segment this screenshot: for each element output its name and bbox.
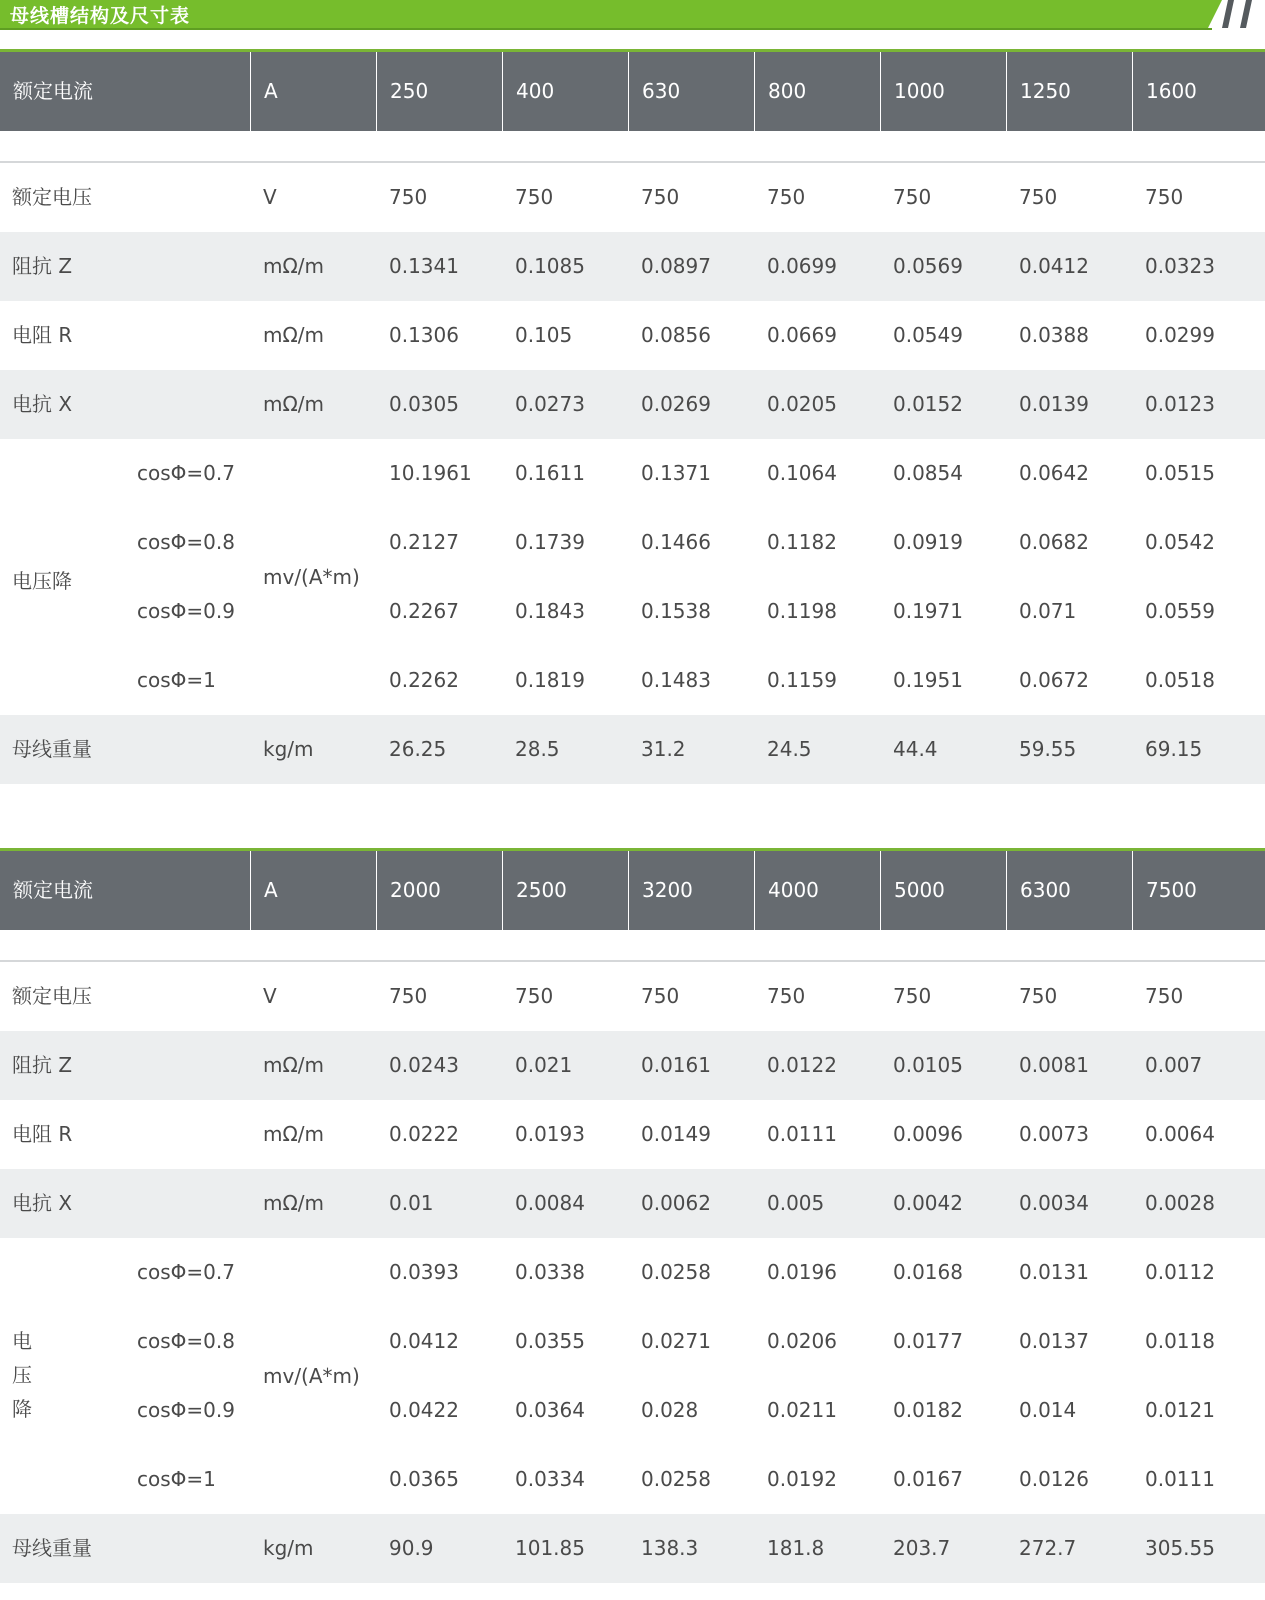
value-cell: 0.1483	[641, 668, 711, 692]
header-cell: 额定电流	[13, 79, 93, 103]
value-cell: 750	[767, 984, 806, 1008]
value-cell: 0.0569	[893, 254, 963, 278]
header-cell: 3200	[628, 851, 754, 930]
value-cell: 0.0549	[893, 323, 963, 347]
value-cell: 0.0542	[1145, 530, 1215, 554]
row-label: 电阻 R	[12, 1122, 73, 1146]
table-row	[0, 163, 1265, 232]
value-cell: 0.0062	[641, 1191, 711, 1215]
value-cell: 0.0919	[893, 530, 963, 554]
value-cell: 0.0355	[515, 1329, 585, 1353]
slash-decoration	[1240, 0, 1252, 28]
header-cell: 7500	[1132, 851, 1265, 930]
value-cell: 59.55	[1019, 737, 1077, 761]
row-label: 额定电压	[12, 984, 92, 1008]
value-cell: 0.0856	[641, 323, 711, 347]
value-cell: 0.0334	[515, 1467, 585, 1491]
voltage-drop-subrow	[0, 646, 1265, 715]
voltage-drop-unit: mv/(A*m)	[263, 1364, 360, 1388]
value-cell: 0.0118	[1145, 1329, 1215, 1353]
value-cell: 0.0168	[893, 1260, 963, 1284]
value-cell: 750	[641, 984, 680, 1008]
value-cell: 750	[515, 185, 554, 209]
value-cell: 0.0121	[1145, 1398, 1215, 1422]
value-cell: 0.105	[515, 323, 573, 347]
row-unit: kg/m	[263, 737, 314, 761]
spec-table	[0, 49, 1265, 800]
value-cell: 0.0518	[1145, 668, 1215, 692]
cos-phi-label: cosΦ=0.7	[137, 1260, 235, 1284]
value-cell: 0.0139	[1019, 392, 1089, 416]
header-cell: 1250	[1006, 52, 1132, 131]
value-cell: 0.0211	[767, 1398, 837, 1422]
row-unit: kg/m	[263, 1536, 314, 1560]
voltage-drop-label: 电压降	[12, 569, 72, 593]
value-cell: 0.0111	[1145, 1467, 1215, 1491]
value-cell: 0.1198	[767, 599, 837, 623]
table-row	[0, 962, 1265, 1031]
cos-phi-label: cosΦ=1	[137, 668, 216, 692]
slash-decoration	[1222, 0, 1234, 28]
value-cell: 0.028	[641, 1398, 699, 1422]
value-cell: 305.55	[1145, 1536, 1215, 1560]
value-cell: 0.0126	[1019, 1467, 1089, 1491]
header-cell: 5000	[880, 851, 1006, 930]
header-cell: 额定电流	[13, 878, 93, 902]
value-cell: 0.0271	[641, 1329, 711, 1353]
table-header	[0, 49, 1265, 131]
value-cell: 0.0096	[893, 1122, 963, 1146]
value-cell: 90.9	[389, 1536, 434, 1560]
spec-table	[0, 848, 1265, 1599]
cos-phi-label: cosΦ=0.9	[137, 599, 235, 623]
header-cell: 250	[376, 52, 502, 131]
value-cell: 101.85	[515, 1536, 585, 1560]
value-cell: 0.2262	[389, 668, 459, 692]
value-cell: 0.0699	[767, 254, 837, 278]
cos-phi-label: cosΦ=0.9	[137, 1398, 235, 1422]
value-cell: 0.0206	[767, 1329, 837, 1353]
value-cell: 0.0177	[893, 1329, 963, 1353]
value-cell: 0.0258	[641, 1260, 711, 1284]
value-cell: 750	[1145, 984, 1184, 1008]
value-cell: 750	[641, 185, 680, 209]
value-cell: 0.0205	[767, 392, 837, 416]
value-cell: 0.0137	[1019, 1329, 1089, 1353]
value-cell: 0.071	[1019, 599, 1077, 623]
table-header	[0, 848, 1265, 930]
voltage-drop-unit: mv/(A*m)	[263, 565, 360, 589]
row-label: 阻抗 Z	[12, 1053, 73, 1077]
value-cell: 31.2	[641, 737, 686, 761]
value-cell: 0.0854	[893, 461, 963, 485]
row-unit: mΩ/m	[263, 323, 324, 347]
voltage-drop-subrow	[0, 1307, 1265, 1376]
value-cell: 0.0515	[1145, 461, 1215, 485]
value-cell: 28.5	[515, 737, 560, 761]
value-cell: 0.0323	[1145, 254, 1215, 278]
title-bar	[0, 0, 1265, 30]
header-cell: 1600	[1132, 52, 1265, 131]
value-cell: 0.0338	[515, 1260, 585, 1284]
table-row	[0, 232, 1265, 301]
row-unit: mΩ/m	[263, 1191, 324, 1215]
header-cell: A	[250, 851, 376, 930]
value-cell: 0.1159	[767, 668, 837, 692]
value-cell: 272.7	[1019, 1536, 1077, 1560]
value-cell: 0.0064	[1145, 1122, 1215, 1146]
header-cell: 400	[502, 52, 628, 131]
value-cell: 0.0364	[515, 1398, 585, 1422]
value-cell: 0.2267	[389, 599, 459, 623]
value-cell: 750	[515, 984, 554, 1008]
value-cell: 0.0182	[893, 1398, 963, 1422]
value-cell: 24.5	[767, 737, 812, 761]
value-cell: 44.4	[893, 737, 938, 761]
voltage-drop-group	[0, 439, 1265, 715]
value-cell: 0.0305	[389, 392, 459, 416]
value-cell: 0.1306	[389, 323, 459, 347]
value-cell: 0.2127	[389, 530, 459, 554]
value-cell: 0.1085	[515, 254, 585, 278]
voltage-drop-subrow	[0, 439, 1265, 508]
value-cell: 750	[1019, 185, 1058, 209]
value-cell: 0.1739	[515, 530, 585, 554]
value-cell: 0.0111	[767, 1122, 837, 1146]
value-cell: 0.0642	[1019, 461, 1089, 485]
value-cell: 0.0243	[389, 1053, 459, 1077]
value-cell: 0.1611	[515, 461, 585, 485]
page-title: 母线槽结构及尺寸表	[10, 5, 191, 27]
table-row	[0, 1031, 1265, 1100]
value-cell: 0.0122	[767, 1053, 837, 1077]
value-cell: 0.0028	[1145, 1191, 1215, 1215]
value-cell: 26.25	[389, 737, 447, 761]
value-cell: 0.0299	[1145, 323, 1215, 347]
value-cell: 0.0131	[1019, 1260, 1089, 1284]
value-cell: 0.0152	[893, 392, 963, 416]
header-cell: 2500	[502, 851, 628, 930]
value-cell: 0.0123	[1145, 392, 1215, 416]
row-unit: mΩ/m	[263, 1122, 324, 1146]
value-cell: 750	[893, 984, 932, 1008]
value-cell: 0.021	[515, 1053, 573, 1077]
row-label: 电抗 X	[12, 392, 73, 416]
value-cell: 181.8	[767, 1536, 825, 1560]
row-label: 额定电压	[12, 185, 92, 209]
value-cell: 750	[389, 984, 428, 1008]
value-cell: 0.0042	[893, 1191, 963, 1215]
row-label: 母线重量	[12, 1536, 92, 1560]
value-cell: 0.005	[767, 1191, 825, 1215]
value-cell: 0.0258	[641, 1467, 711, 1491]
table-row	[0, 301, 1265, 370]
value-cell: 0.0081	[1019, 1053, 1089, 1077]
value-cell: 750	[389, 185, 428, 209]
cos-phi-label: cosΦ=0.8	[137, 530, 235, 554]
value-cell: 0.0167	[893, 1467, 963, 1491]
value-cell: 0.1341	[389, 254, 459, 278]
cos-phi-label: cosΦ=1	[137, 1467, 216, 1491]
value-cell: 0.0073	[1019, 1122, 1089, 1146]
value-cell: 0.0192	[767, 1467, 837, 1491]
voltage-drop-subrow	[0, 508, 1265, 577]
value-cell: 0.0034	[1019, 1191, 1089, 1215]
value-cell: 750	[1145, 185, 1184, 209]
header-cell: 4000	[754, 851, 880, 930]
row-label: 阻抗 Z	[12, 254, 73, 278]
value-cell: 0.0422	[389, 1398, 459, 1422]
table-row	[0, 715, 1265, 784]
value-cell: 0.0105	[893, 1053, 963, 1077]
value-cell: 0.0682	[1019, 530, 1089, 554]
value-cell: 0.0412	[1019, 254, 1089, 278]
value-cell: 0.0393	[389, 1260, 459, 1284]
row-label: 电抗 X	[12, 1191, 73, 1215]
row-unit: mΩ/m	[263, 1053, 324, 1077]
value-cell: 10.1961	[389, 461, 472, 485]
value-cell: 0.1538	[641, 599, 711, 623]
value-cell: 0.01	[389, 1191, 434, 1215]
value-cell: 750	[1019, 984, 1058, 1008]
value-cell: 0.0273	[515, 392, 585, 416]
row-unit: mΩ/m	[263, 392, 324, 416]
value-cell: 0.0388	[1019, 323, 1089, 347]
table-row	[0, 370, 1265, 439]
row-label: 母线重量	[12, 737, 92, 761]
value-cell: 750	[893, 185, 932, 209]
voltage-drop-label: 电 压 降	[12, 1329, 32, 1421]
value-cell: 0.0193	[515, 1122, 585, 1146]
value-cell: 69.15	[1145, 737, 1203, 761]
cos-phi-label: cosΦ=0.8	[137, 1329, 235, 1353]
value-cell: 203.7	[893, 1536, 951, 1560]
header-cell: 800	[754, 52, 880, 131]
table-row	[0, 1100, 1265, 1169]
value-cell: 0.1466	[641, 530, 711, 554]
value-cell: 0.0672	[1019, 668, 1089, 692]
value-cell: 0.007	[1145, 1053, 1203, 1077]
value-cell: 0.014	[1019, 1398, 1077, 1422]
header-cell: 1000	[880, 52, 1006, 131]
value-cell: 0.1951	[893, 668, 963, 692]
value-cell: 0.0897	[641, 254, 711, 278]
voltage-drop-subrow	[0, 1376, 1265, 1445]
value-cell: 0.0149	[641, 1122, 711, 1146]
row-unit: mΩ/m	[263, 254, 324, 278]
title-underline	[0, 28, 1212, 30]
value-cell: 0.0112	[1145, 1260, 1215, 1284]
value-cell: 0.0669	[767, 323, 837, 347]
value-cell: 0.0161	[641, 1053, 711, 1077]
voltage-drop-subrow	[0, 577, 1265, 646]
header-cell: 6300	[1006, 851, 1132, 930]
value-cell: 0.0222	[389, 1122, 459, 1146]
row-unit: V	[263, 984, 277, 1008]
header-cell: 2000	[376, 851, 502, 930]
value-cell: 0.1182	[767, 530, 837, 554]
value-cell: 0.0196	[767, 1260, 837, 1284]
row-unit: V	[263, 185, 277, 209]
value-cell: 0.0269	[641, 392, 711, 416]
value-cell: 0.1843	[515, 599, 585, 623]
voltage-drop-subrow	[0, 1445, 1265, 1514]
value-cell: 0.1371	[641, 461, 711, 485]
value-cell: 138.3	[641, 1536, 699, 1560]
row-label: 电阻 R	[12, 323, 73, 347]
voltage-drop-group	[0, 1238, 1265, 1514]
value-cell: 0.1064	[767, 461, 837, 485]
header-cell: 630	[628, 52, 754, 131]
value-cell: 750	[767, 185, 806, 209]
header-cell: A	[250, 52, 376, 131]
value-cell: 0.0559	[1145, 599, 1215, 623]
value-cell: 0.0412	[389, 1329, 459, 1353]
table-row	[0, 1514, 1265, 1583]
value-cell: 0.1819	[515, 668, 585, 692]
value-cell: 0.0365	[389, 1467, 459, 1491]
value-cell: 0.1971	[893, 599, 963, 623]
cos-phi-label: cosΦ=0.7	[137, 461, 235, 485]
value-cell: 0.0084	[515, 1191, 585, 1215]
table-row	[0, 1169, 1265, 1238]
voltage-drop-subrow	[0, 1238, 1265, 1307]
